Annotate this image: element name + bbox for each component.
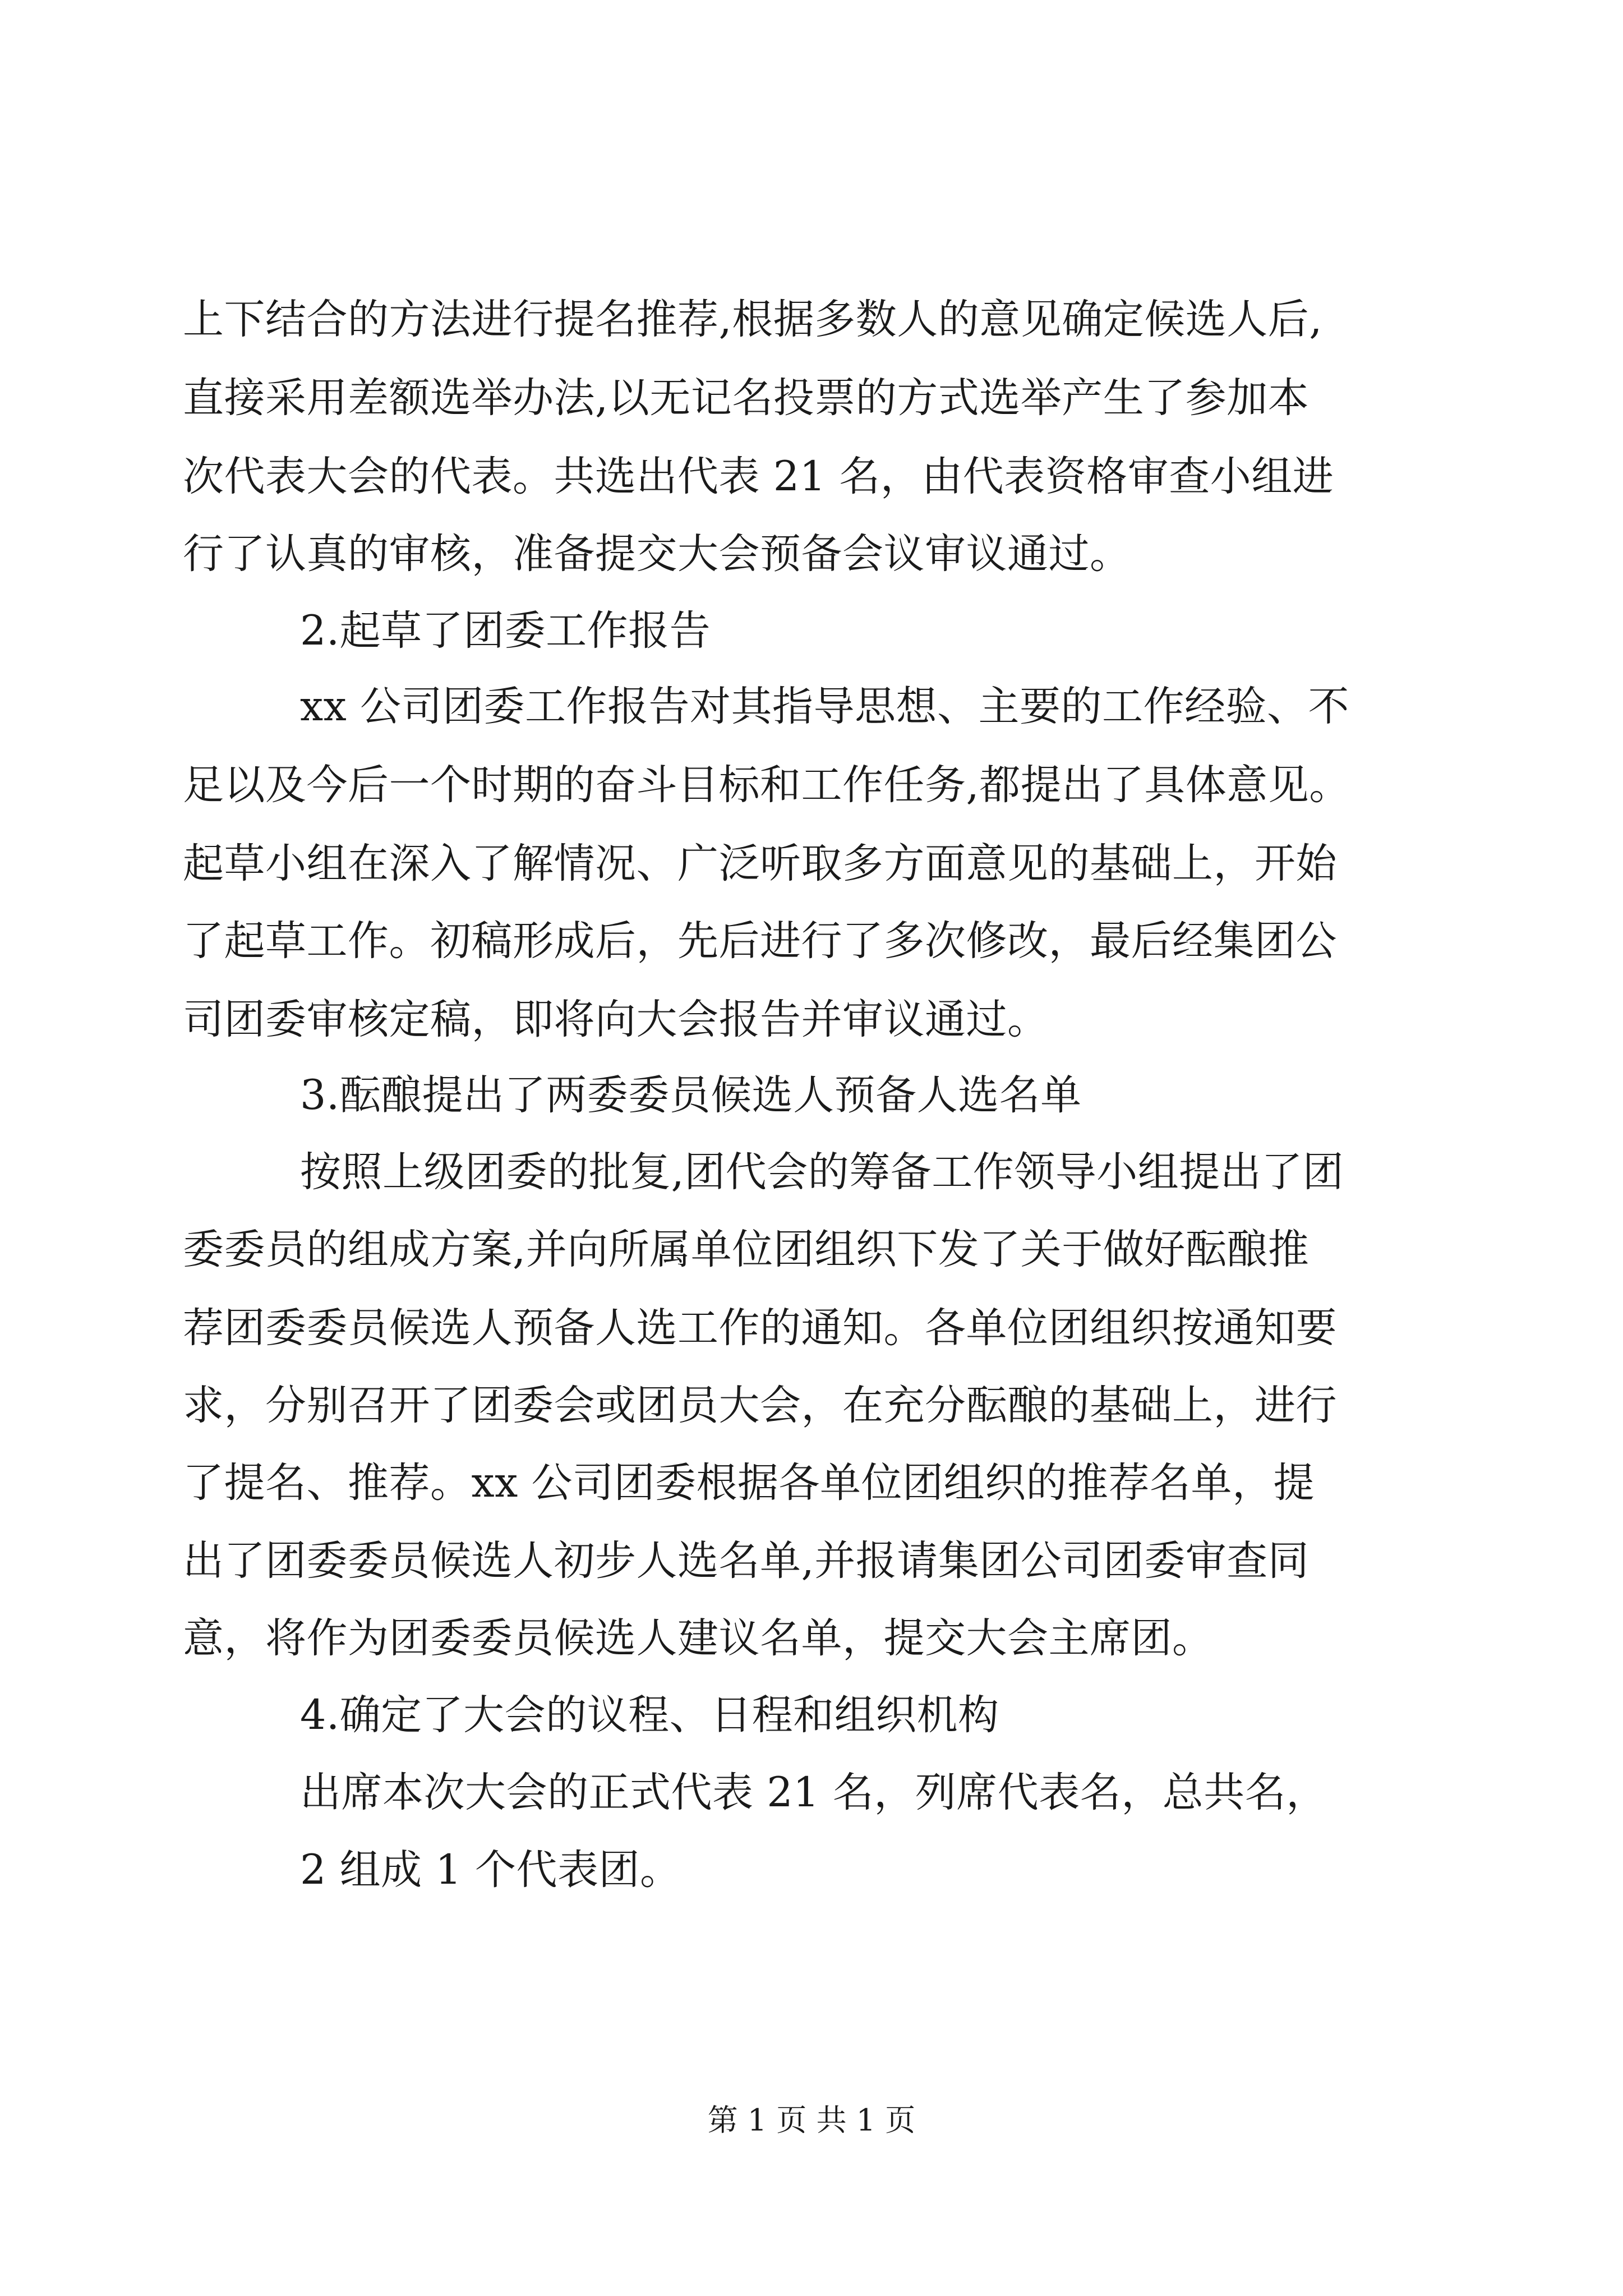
- section-heading: 2.起草了团委工作报告: [300, 607, 711, 655]
- text-line: 起草小组在深入了解情况、广泛听取多方面意见的基础上，开始: [183, 840, 1337, 887]
- page-footer: 第 1 页 共 1 页: [707, 2102, 916, 2138]
- text-line: 求，分别召开了团委会或团员大会，在充分酝酿的基础上，进行: [183, 1382, 1337, 1429]
- text-line: 次代表大会的代表。共选出代表 21 名，由代表资格审查小组进: [183, 453, 1334, 500]
- section-heading: 4.确定了大会的议程、日程和组织机构: [300, 1691, 999, 1739]
- text-line: 上下结合的方法进行提名推荐,根据多数人的意见确定候选人后,: [183, 296, 1322, 343]
- text-line: 2 组成 1 个代表团。: [300, 1846, 681, 1894]
- text-line: 荐团委委员候选人预备人选工作的通知。各单位团组织按通知要: [183, 1304, 1337, 1352]
- text-line: 司团委审核定稿，即将向大会报告并审议通过。: [183, 996, 1049, 1043]
- text-line: 委委员的组成方案,并向所属单位团组织下发了关于做好酝酿推: [183, 1226, 1310, 1273]
- text-line: 出席本次大会的正式代表 21 名，列席代表名，总共名，: [300, 1769, 1327, 1816]
- text-line: 足以及今后一个时期的奋斗目标和工作任务,都提出了具体意见。: [183, 761, 1350, 809]
- text-line: 了提名、推荐。xx 公司团委根据各单位团组织的推荐名单，提: [183, 1459, 1315, 1507]
- text-line: 出了团委委员候选人初步人选名单,并报请集团公司团委审查同: [183, 1537, 1310, 1585]
- text-line: 行了认真的审核，准备提交大会预备会议审议通过。: [183, 530, 1131, 578]
- text-line: 了起草工作。初稿形成后，先后进行了多次修改，最后经集团公: [183, 917, 1337, 965]
- text-line: 按照上级团委的批复,团代会的筹备工作领导小组提出了团: [300, 1148, 1344, 1196]
- text-line: 意，将作为团委委员候选人建议名单，提交大会主席团。: [183, 1614, 1214, 1662]
- text-line: xx 公司团委工作报告对其指导思想、主要的工作经验、不: [300, 683, 1350, 730]
- section-heading: 3.酝酿提出了两委委员候选人预备人选名单: [300, 1071, 1082, 1119]
- text-line: 直接采用差额选举办法,以无记名投票的方式选举产生了参加本: [183, 374, 1310, 422]
